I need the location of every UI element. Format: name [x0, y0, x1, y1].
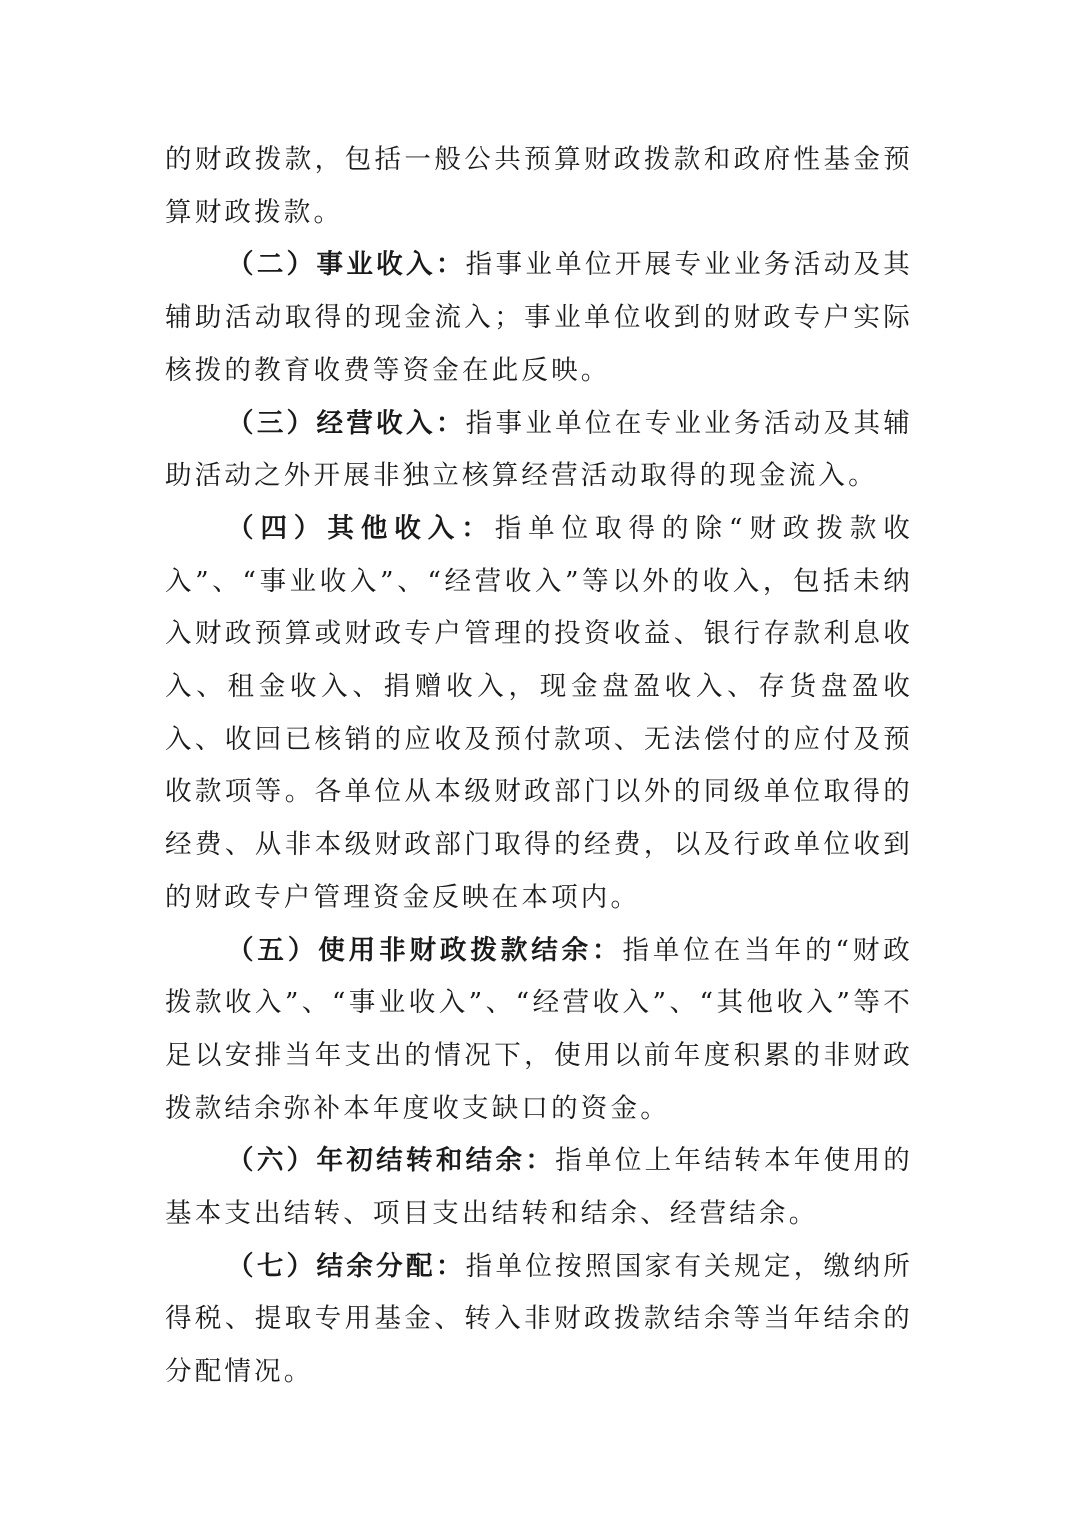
paragraph-operating-income — [165, 398, 913, 503]
paragraph-term: （三）经营收入： — [227, 407, 466, 439]
paragraph-surplus-distribution — [165, 1241, 913, 1399]
paragraph-term: （二）事业收入： — [227, 249, 466, 281]
paragraph-non-fiscal-surplus — [165, 925, 913, 1136]
paragraph-text: 指单位在当年的“财政拨款收入”、“事业收入”、“经营收入”、“其他收入”等不足以安排当年支出的情况下，使用以前年度积累的非财政拨款结余弥补本年度收支缺口的资金。 — [165, 934, 913, 1124]
paragraph-term: （四）其他收入： — [227, 512, 495, 544]
paragraph-text: 指事业单位在专业业务活动及其辅助活动之外开展非独立核算经营活动取得的现金流入。 — [165, 407, 913, 492]
paragraph-text: 指单位取得的除“财政拨款收入”、“事业收入”、“经营收入”等以外的收入，包括未纳入财政预算或财政专户管理的投资收益、银行存款利息收入、租金收入、捐赠收入，现金盘盈收入、存货盘盈收入、收回已核销的应收及预付款项、无法偿付的应付及预收款项等。各单位从本级财政部门以外的同级单位取得的经费、从非本级财政部门取得的经费，以及行政单位收到的财政专户管理资金反映在本项内。 — [165, 512, 913, 913]
paragraph-term: （五）使用非财政拨款结余： — [227, 934, 623, 966]
paragraph-text: 指单位按照国家有关规定，缴纳所得税、提取专用基金、转入非财政拨款结余等当年结余的分配情况。 — [165, 1250, 913, 1388]
paragraph-text: 的财政拨款，包括一般公共预算财政拨款和政府性基金预算财政拨款。 — [165, 144, 913, 228]
paragraph-carryover — [165, 1135, 913, 1240]
paragraph-continuation — [165, 134, 913, 239]
document-body — [165, 134, 913, 1399]
paragraph-text: 指单位上年结转本年使用的基本支出结转、项目支出结转和结余、经营结余。 — [165, 1145, 914, 1230]
paragraph-term: （七）结余分配： — [227, 1250, 466, 1282]
paragraph-business-income — [165, 239, 913, 397]
paragraph-text: 指事业单位开展专业业务活动及其辅助活动取得的现金流入；事业单位收到的财政专户实际核拨的教育收费等资金在此反映。 — [165, 249, 913, 386]
paragraph-term: （六）年初结转和结余： — [227, 1145, 556, 1177]
paragraph-other-income — [165, 503, 913, 925]
